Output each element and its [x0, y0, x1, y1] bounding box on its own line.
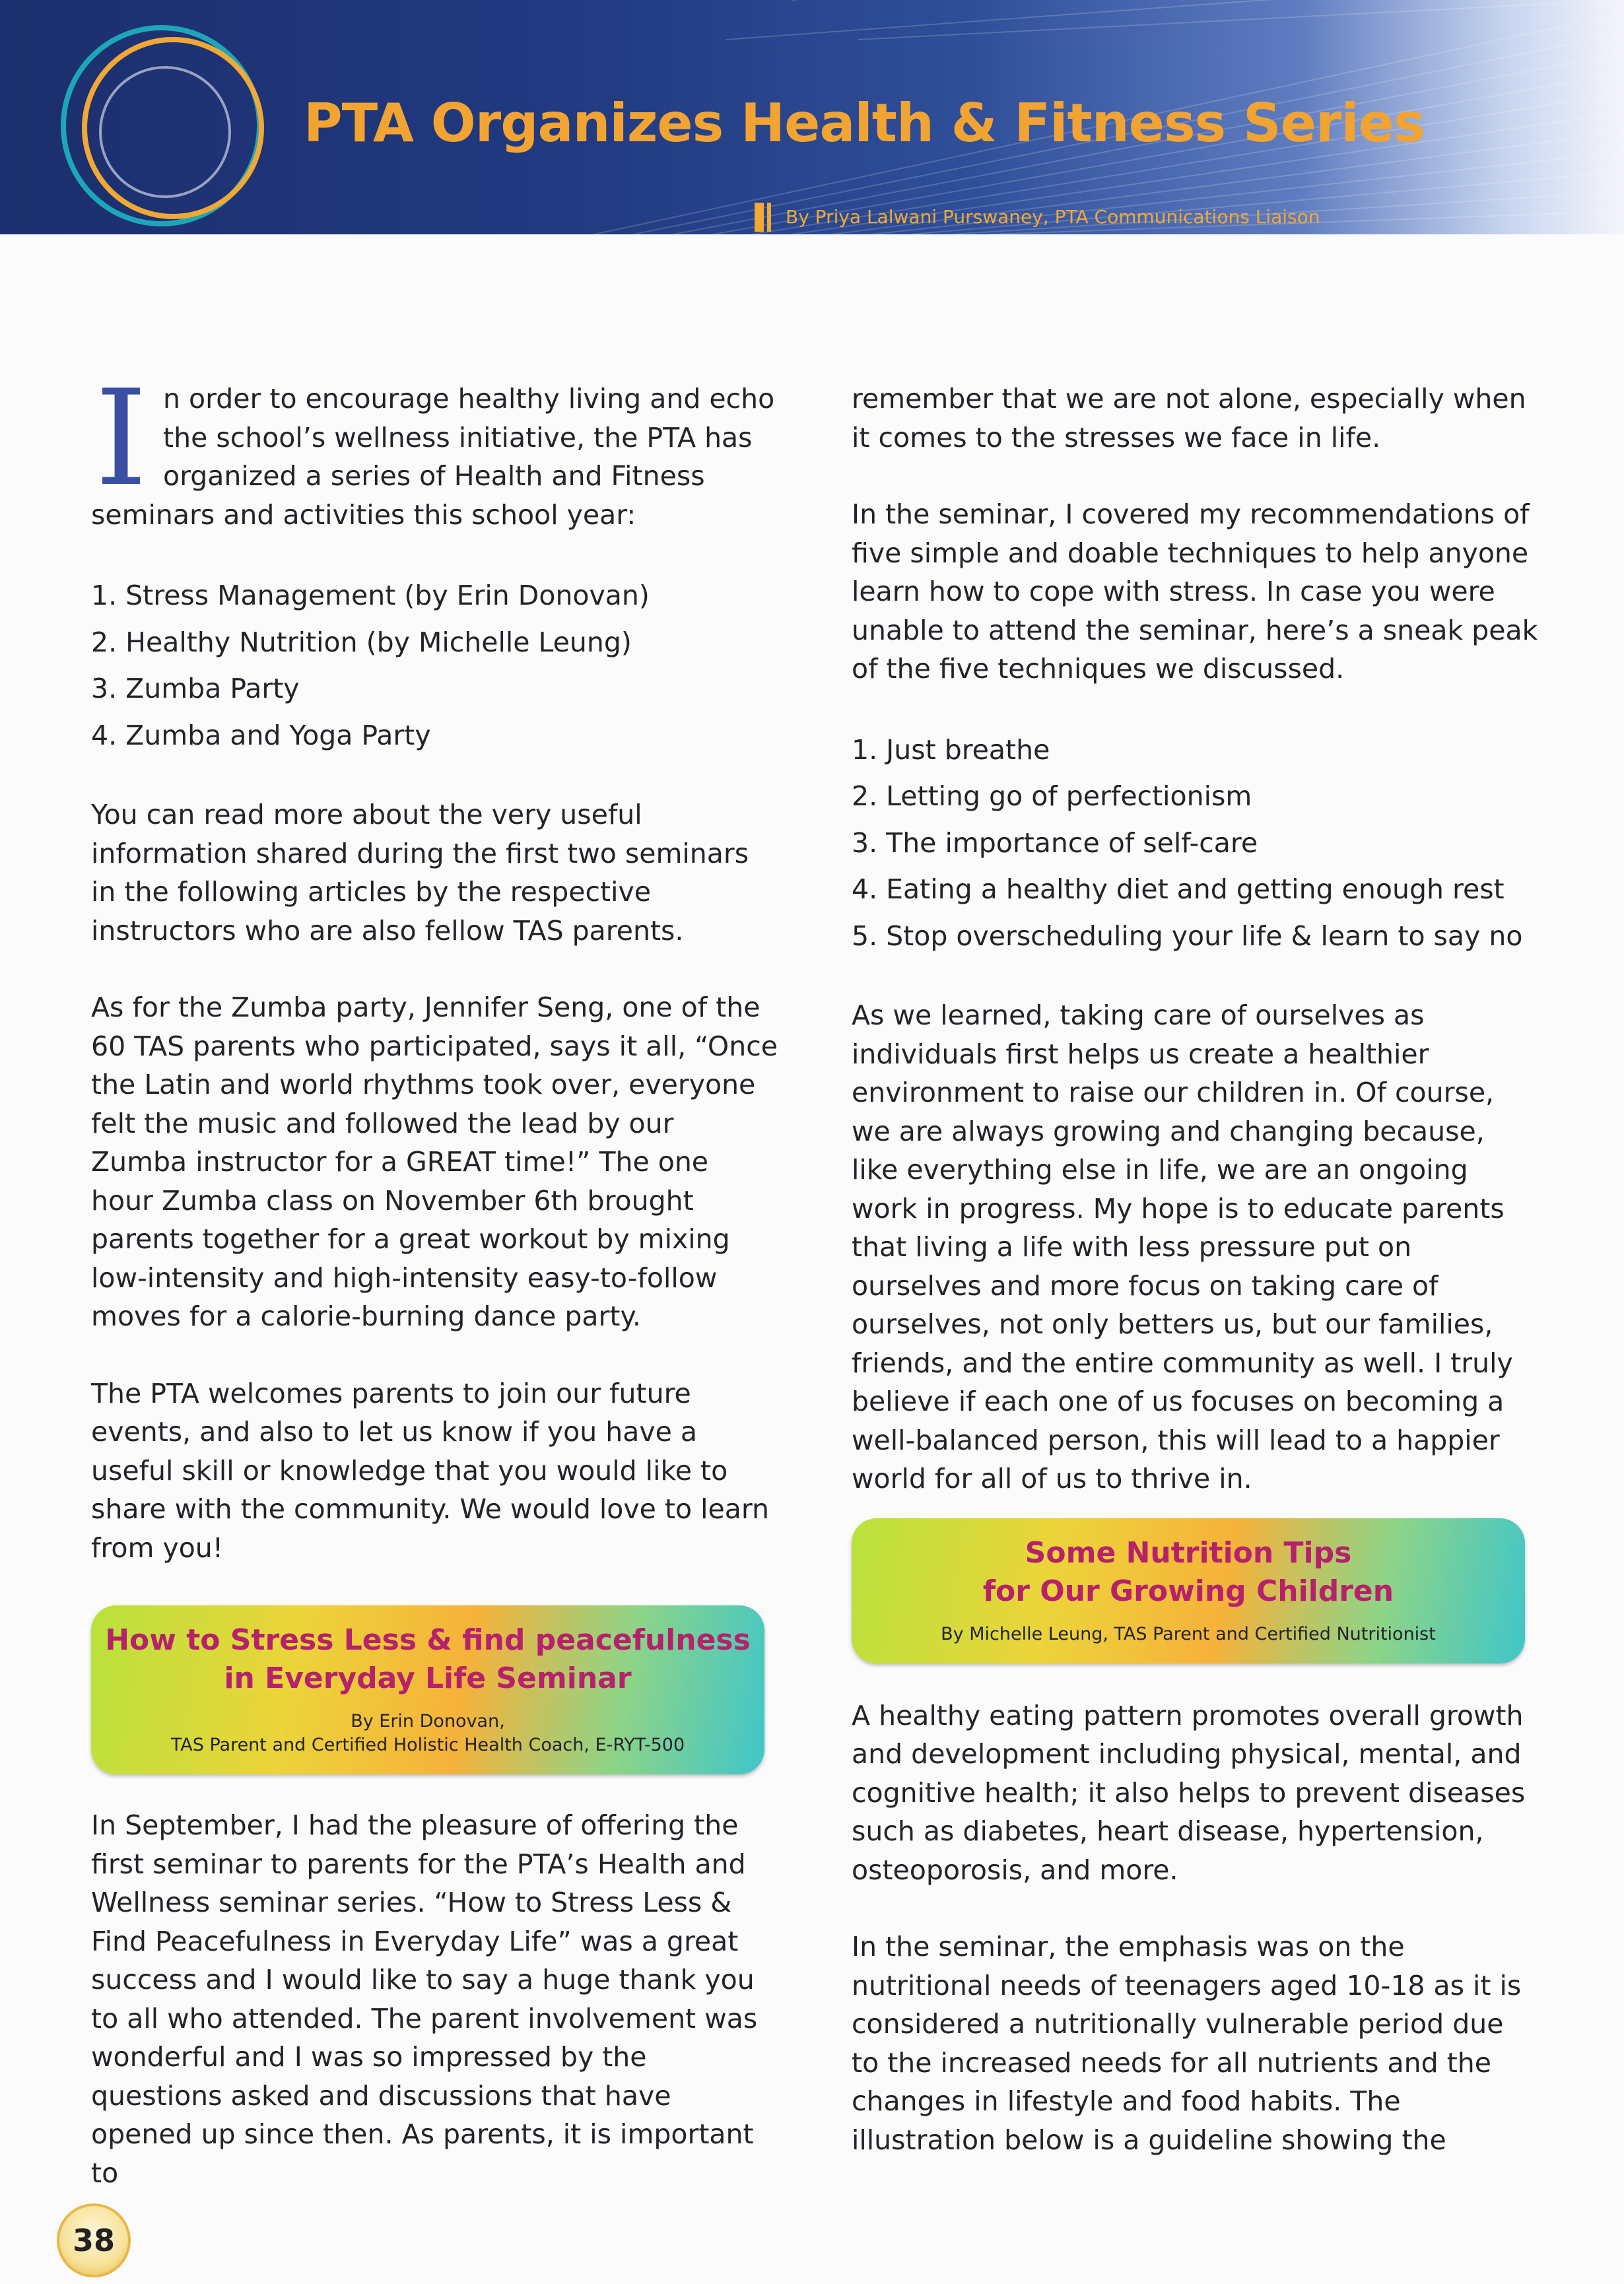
- paragraph: In the seminar, the emphasis was on the nutritional needs of teenagers aged 10-18 as it is considered a nutritionally vulnerable period due to the increased needs for all nutrients and the changes in lifestyle and food habits. The illustration below is a guideline showing the: [852, 1931, 1522, 2156]
- section-author-line: TAS Parent and Certified Holistic Health Coach, E-RYT-500: [170, 1735, 685, 1755]
- list-item: 3. The importance of self-care: [852, 826, 1258, 859]
- section-author-line: By Michelle Leung, TAS Parent and Certified Nutritionist: [941, 1623, 1436, 1644]
- paragraph: A healthy eating pattern promotes overall growth and development including physical, mental, and cognitive health; it also helps to prevent diseases such as diabetes, heart disease, hypertension, osteoporosis, and more.: [852, 1699, 1526, 1886]
- seminar-list: [91, 572, 778, 758]
- section-header-nutrition: [852, 1518, 1525, 1663]
- section-title-line: in Everyday Life Seminar: [224, 1662, 632, 1695]
- list-item: 1. Stress Management (by Erin Donovan): [91, 580, 650, 611]
- paragraph: The PTA welcomes parents to join our future events, and also to let us know if you have a useful skill or knowledge that you would like to share with the community. We would love to learn from you!: [91, 1377, 769, 1564]
- list-item: 2. Letting go of perfectionism: [852, 780, 1252, 812]
- paragraph: In September, I had the pleasure of offering the first seminar to parents for the PTA’s Health and Wellness seminar series. “How to Stress Less & Find Peacefulness in Everyday Life” was a great success and I would like to say a huge thank you to all who attended. The parent involvement was wonderful and I was so impressed by the questions asked and discussions that have opened up since then. As parents, it is important to: [91, 1809, 758, 2189]
- intro-paragraph: [91, 362, 778, 534]
- paragraph: You can read more about the very useful information shared during the first two seminars in the following articles by the respective instructors who are also fellow TAS parents.: [91, 799, 749, 947]
- list-item: 5. Stop overscheduling your life & learn to say no: [852, 920, 1523, 952]
- list-item: 3. Zumba Party: [91, 673, 300, 704]
- page-title: PTA Organizes Health & Fitness Series: [304, 92, 1425, 154]
- list-item: 4. Eating a healthy diet and getting enough rest: [852, 873, 1505, 905]
- section-author-line: By Erin Donovan,: [351, 1711, 505, 1731]
- page-number: 38: [57, 2203, 131, 2277]
- paragraph: remember that we are not alone, especially when it comes to the stresses we face in life.: [852, 383, 1526, 453]
- decorative-ring-gold: [82, 37, 264, 219]
- left-column: [91, 362, 778, 2231]
- header-banner: [0, 0, 1624, 234]
- section-title-line: Some Nutrition Tips: [1025, 1535, 1352, 1570]
- paragraph: As we learned, taking care of ourselves as individuals first helps us create a healthier environment to raise our children in. Of course, we are always growing and changing because, like everything else in life, we are an ongoing work in progress. My hope is to educate parents that living a life with less pressure put on ourselves and more focus on taking care of ourselves, not only betters us, but our families, friends, and the entire community as well. I truly believe if each one of us focuses on becoming a well-balanced person, this will lead to a happier world for all of us to thrive in.: [852, 999, 1513, 1495]
- techniques-list: [852, 727, 1538, 960]
- byline: By Priya Lalwani Purswaney, PTA Communications Liaison: [786, 206, 1320, 228]
- right-column: [852, 380, 1538, 2198]
- paragraph: In the seminar, I covered my recommendations of five simple and doable techniques to help anyone learn how to cope with stress. In case you were unable to attend the seminar, here’s a sneak peak of the five techniques we discussed.: [852, 498, 1538, 685]
- section-header-stress-less: [91, 1605, 764, 1774]
- section-title-line: How to Stress Less & find peacefulness: [105, 1623, 751, 1657]
- paragraph: As for the Zumba party, Jennifer Seng, one of the 60 TAS parents who participated, says it all, “Once the Latin and world rhythms took over, everyone felt the music and followed the lead by our Zumba instructor for a GREAT time!” The one hour Zumba class on November 6th brought parents together for a great workout by mixing low-intensity and high-intensity easy-to-follow moves for a calorie-burning dance party.: [91, 991, 778, 1332]
- list-item: 2. Healthy Nutrition (by Michelle Leung): [91, 626, 632, 658]
- list-item: 4. Zumba and Yoga Party: [91, 719, 431, 751]
- drop-cap: I: [95, 362, 148, 516]
- list-item: 1. Just breathe: [852, 733, 1050, 766]
- intro-text: n order to encourage healthy living and echo the school’s wellness initiative, the PTA has organized a series of Health and Fitness seminars and activities this school year:: [91, 383, 775, 531]
- byline-marker-thin: [767, 203, 771, 232]
- byline-marker: [755, 203, 764, 232]
- section-title-line: for Our Growing Children: [982, 1574, 1394, 1608]
